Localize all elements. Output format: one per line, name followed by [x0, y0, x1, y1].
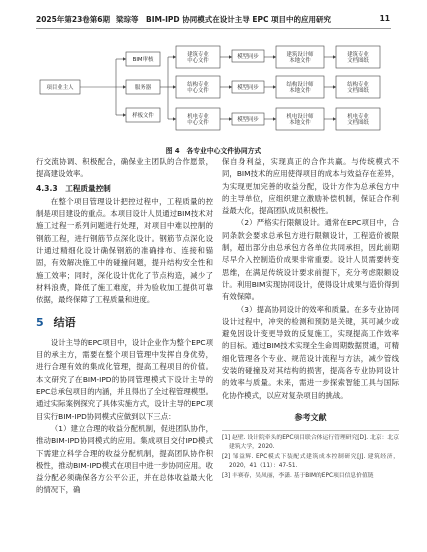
paragraph: （2）严格实行限额设计。通常在EPC项目中，合同条款会要求总承包方进行限额设计，工程造价被限制，超出部分由总承包方各单位共同承担，因此前期尽早介入控制造价成果非常重要。设计人员需要转变思维，在满足传统设计要求前提下，充分考虑限额设计。利用BIM实现协同设计，使得设计成果与造价得到有效保障。	[222, 218, 399, 302]
paragraph: 设计主导的EPC项目中，设计企业作为整个EPC项目的承主方，需要在整个项目管理中发挥自身优势，进行合理有效的集成化管理，提高工程项目的价值。本文研究了在BIM-IPD的协同管理模式下设计主导的EPC总承包项目的内涵，并且得出了全过程管理模型。通过实际案例探究了具体实施方式，设计主导的EPC项目实行BIM-IPD协同模式应做到以下三点：	[36, 337, 213, 421]
diagram-label-owner: 项目业主人	[46, 85, 74, 91]
collaboration-figure	[36, 34, 391, 142]
arrow-head	[229, 55, 232, 59]
diagram-label-sample: 样板文件	[132, 113, 154, 119]
right-column	[222, 156, 399, 482]
arrow-head	[273, 117, 276, 121]
figure-caption: 图 4 各专业中心文件协同方式	[165, 147, 262, 155]
diagram-label-mep-doc: 机电专业文档图纸	[347, 113, 369, 127]
section-title: 结语	[53, 315, 76, 329]
diagram-label-arch-center: 建筑专业中心文件	[187, 51, 209, 65]
arrow-head	[333, 117, 336, 121]
diagram-label-bim-review: BIM审核	[132, 57, 154, 63]
section-heading	[36, 317, 213, 329]
diagram-label-struct-doc: 结构专业文档图纸	[347, 81, 369, 95]
collaboration-diagram	[36, 34, 391, 142]
page-number: 11	[379, 14, 390, 23]
paragraph: （3）提高协同设计的效率和质量。在多专业协同设计过程中，冲突的检测和预防是关键，其可减少或避免因设计变更导致的反复施工，实现提高工作效率的目标。通过BIM技术实现全生命周期数据贯通，可精细化管理各个专业、规范设计流程与方法，减少管线安装的碰撞及对其结构的损害，提高各专业协同设计的效率与质量。未来，需进一步探索智能工具与国际化协作模式，以应对复杂项目的挑战。	[222, 304, 399, 400]
paragraph: （1）建立合理的收益分配机制，促进团队协作，推动BIM-IPD协同模式的应用。集成项目交付IPD模式下需建立科学合理的收益分配机制，提高团队协作积极性，推动BIM-IPD模式在项目中进一步协同应用。收益分配必须确保各方公平公正，并在总体收益最大化的情况下，确	[36, 423, 213, 495]
reference-item: [2] 邹益辉. EPC模式下装配式建筑成本控制研究[J]. 建筑经济，2020，41（11）：47-51.	[222, 454, 399, 470]
references-rule	[222, 430, 399, 431]
arrow-head	[173, 55, 176, 59]
section-number: 5	[36, 315, 44, 329]
paragraph: 在整个项目管理设计把控过程中，工程质量的控制是项目建设的重点。本项目设计人员通过BIM技术对施工过程一系列问题进行处理，对项目中难以控制的钢筋工程，进行钢筋节点深化设计。钢筋节点深化设计通过精细化设计确保钢筋的准确排布、连接和锚固，有效解决施工中的碰撞问题，提升结构安全性和施工效率；同时，深化设计优化了节点构造，减少了材料浪费，降低了施工难度，并为验收加工提供可靠依据，最终保障了工程质量和进度。	[36, 196, 213, 305]
page-header	[0, 0, 427, 34]
arrow-head	[273, 55, 276, 59]
diagram-label-struct-local: 结构设计师本地文件	[286, 81, 314, 95]
diagram-label-mep-center: 机电专业中心文件	[187, 113, 209, 127]
arrow-head	[229, 117, 232, 121]
arrow-head	[333, 85, 336, 89]
subsection-heading: 4.3.3 工程质量控制	[36, 183, 111, 193]
diagram-label-link2: 模型同步	[237, 85, 259, 91]
arrow-head	[123, 113, 126, 117]
journal-issue: 2025年第23卷第6期	[36, 15, 111, 24]
diagram-label-mep-local: 机电设计师本地文件	[286, 113, 314, 127]
reference-item: [1] 赵壁. 设计院牵头的EPC项目联合体运行管理研究[D]. 北京：北京建筑大学，2020.	[222, 435, 399, 451]
arrow-head	[123, 57, 126, 61]
diagram-label-link3: 模型同步	[237, 117, 259, 123]
arrow-head	[123, 85, 126, 89]
reference-item: [3] 丰赛春，吴凤丽，李潇. 基于BIM的EPC项目信息价值链	[222, 473, 374, 480]
diagram-label-arch-doc: 建筑专业文档图纸	[347, 51, 369, 65]
header-rule	[36, 28, 391, 29]
diagram-label-struct-center: 结构专业中心文件	[187, 81, 209, 95]
arrow-head	[333, 55, 336, 59]
paragraph: 保自身利益，实现真正的合作共赢。与传统模式不同，BIM技术的应用使得项目的成本与效益存在差异，为实现更加完善的收益分配，设计方作为总承包方中的主导单位，应组织建立激励补偿机制，保证合作利益最大化，提高团队成员积极性。	[222, 157, 399, 216]
left-column	[36, 156, 213, 497]
references-heading: 参考文献	[294, 412, 327, 422]
diagram-label-server: 服务器	[134, 85, 152, 91]
arrow-head	[173, 85, 176, 89]
diagram-label-arch-local: 建筑设计师本地文件	[286, 51, 314, 65]
arrow-head	[229, 85, 232, 89]
diagram-label-link1: 模型同步	[237, 54, 259, 60]
arrow-head	[273, 85, 276, 89]
arrow-head	[173, 117, 176, 121]
running-title: 梁琮等 BIM-IPD 协同模式在设计主导 EPC 项目中的应用研究	[116, 15, 332, 24]
paragraph: 行交流协调、积极配合，确保业主团队的合作愿景，提高建设效率。	[36, 157, 213, 179]
